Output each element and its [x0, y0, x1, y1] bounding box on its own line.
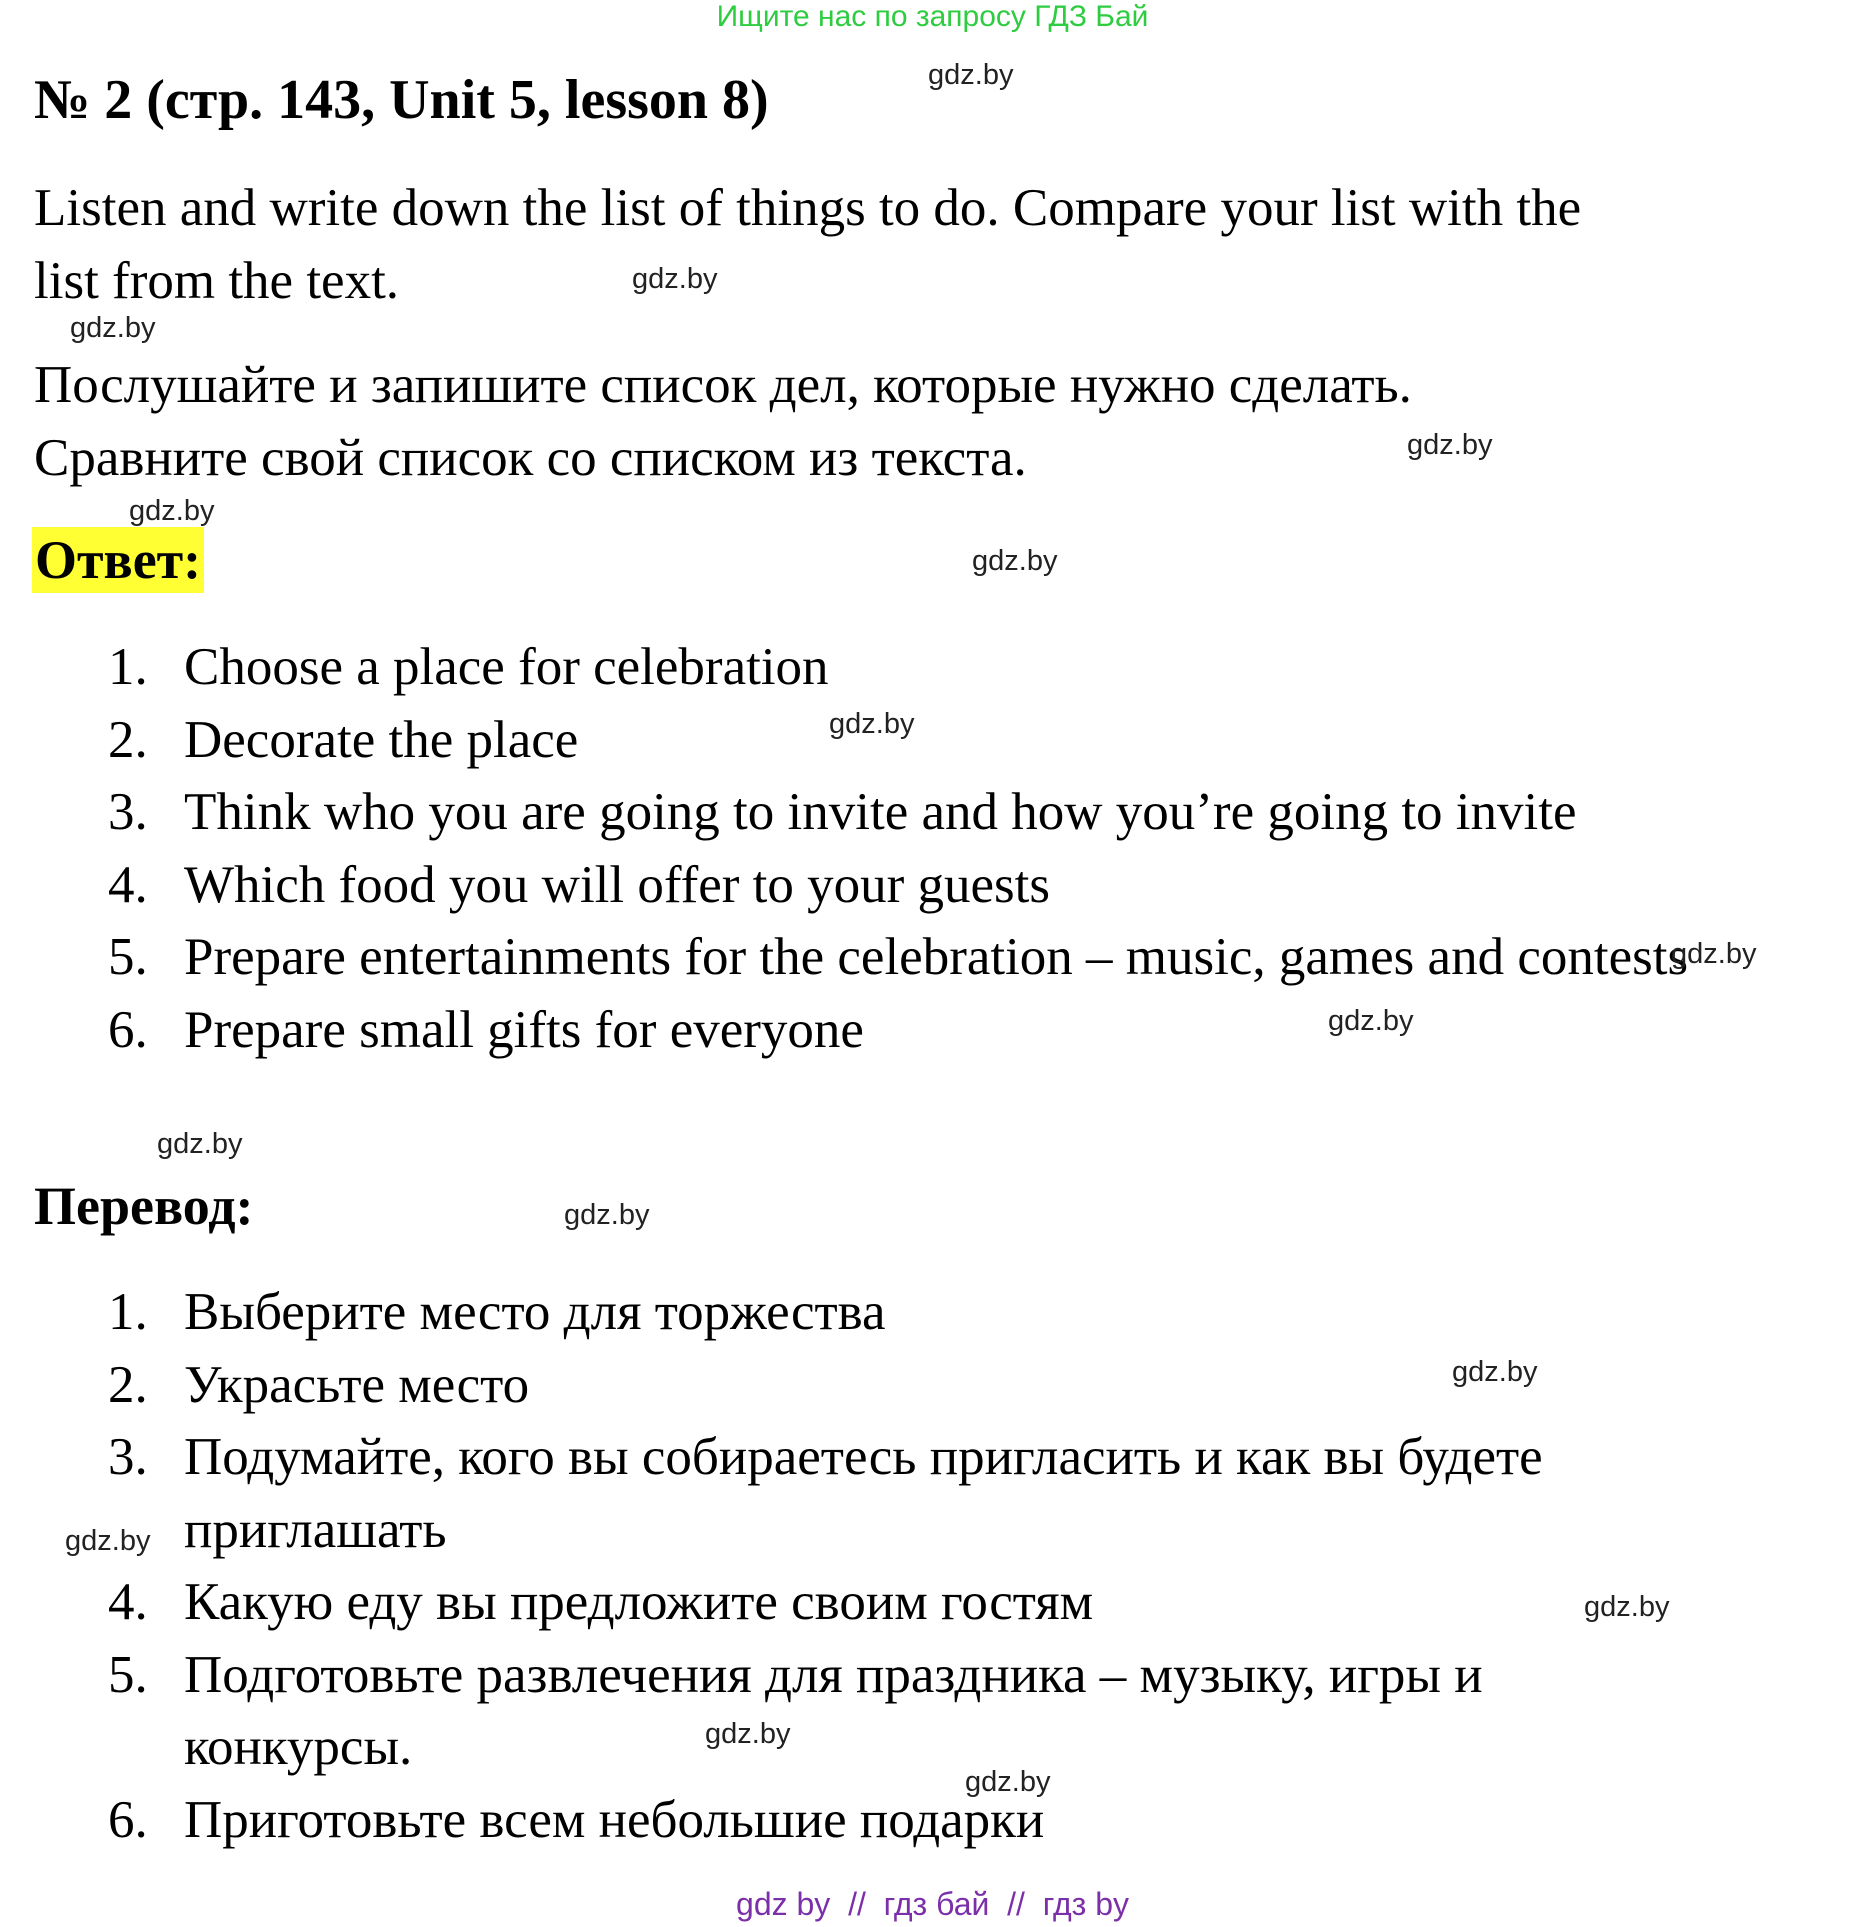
item-text: Choose a place for celebration — [184, 638, 829, 696]
list-item — [108, 1639, 1724, 1784]
list-item — [108, 994, 1724, 1067]
search-banner: Ищите нас по запросу ГДЗ Бай — [716, 0, 1149, 33]
item-text: Какую еду вы предложите своим гостям — [184, 1573, 1094, 1631]
item-text: Which food you will offer to your guests — [184, 855, 1051, 914]
task-russian-line-1: Послушайте и запишите список дел, которые нужно сделать. — [34, 356, 1412, 414]
list-item — [108, 776, 1724, 849]
watermark: gdz.by — [1671, 938, 1757, 970]
item-text: Подумайте, кого вы собираетесь пригласить и как вы будете приглашать — [184, 1428, 1543, 1559]
item-text: Think who you are going to invite and how you’re going to invite — [184, 783, 1577, 841]
watermark: gdz.by — [157, 1128, 243, 1160]
item-number: 5. — [108, 1645, 148, 1704]
task-english-line-2: list from the text. — [34, 252, 400, 310]
item-number: 6. — [108, 1000, 148, 1059]
watermark: gdz.by — [829, 708, 915, 740]
item-text: Подготовьте развлечения для праздника – музыку, игры и конкурсы. — [184, 1645, 1483, 1776]
item-number: 4. — [108, 855, 148, 914]
watermark: gdz.by — [129, 495, 215, 527]
watermark: gdz.by — [564, 1199, 650, 1231]
watermark: gdz.by — [928, 59, 1014, 91]
watermark: gdz.by — [1452, 1356, 1538, 1388]
item-text: Decorate the place — [184, 710, 579, 769]
exercise-title: № 2 (стр. 143, Unit 5, lesson 8) — [34, 69, 769, 131]
item-number: 5. — [108, 928, 148, 986]
watermark: gdz.by — [65, 1525, 151, 1557]
answer-list — [108, 631, 1724, 1066]
item-text: Украсьте место — [184, 1355, 530, 1414]
list-item — [108, 704, 1724, 777]
item-number: 3. — [108, 783, 148, 841]
item-number: 2. — [108, 710, 148, 769]
watermark: gdz.by — [1584, 1591, 1670, 1623]
watermark: gdz.by — [70, 312, 156, 344]
watermark: gdz.by — [705, 1718, 791, 1750]
watermark: gdz.by — [632, 263, 718, 295]
list-item — [108, 631, 1724, 704]
item-number: 4. — [108, 1573, 148, 1631]
task-english — [34, 172, 1581, 318]
item-number: 1. — [108, 638, 148, 696]
list-item — [108, 1421, 1724, 1566]
watermark: gdz.by — [965, 1766, 1051, 1798]
item-number: 1. — [108, 1283, 148, 1341]
list-item — [108, 849, 1724, 922]
item-number: 6. — [108, 1790, 148, 1849]
watermark: gdz.by — [972, 545, 1058, 577]
list-item — [108, 1276, 1724, 1349]
task-russian — [34, 349, 1412, 495]
translation-heading: Перевод: — [34, 1176, 254, 1236]
footer-links: gdz by // гдз бай // гдз by — [736, 1886, 1129, 1922]
item-number: 3. — [108, 1428, 148, 1486]
answer-heading: Ответ: — [32, 527, 204, 593]
item-text: Prepare entertainments for the celebration – music, games and contests — [184, 928, 1689, 986]
list-item — [108, 1784, 1724, 1857]
item-number: 2. — [108, 1355, 148, 1414]
task-english-line-1: Listen and write down the list of things to do. Compare your list with the — [34, 179, 1582, 237]
task-russian-line-2: Сравните свой список со списком из текста. — [34, 429, 1027, 487]
list-item — [108, 1566, 1724, 1639]
item-text: Prepare small gifts for everyone — [184, 1000, 864, 1059]
list-item — [108, 921, 1724, 994]
watermark: gdz.by — [1407, 429, 1493, 461]
item-text: Приготовьте всем небольшие подарки — [184, 1790, 1045, 1849]
item-text: Выберите место для торжества — [184, 1283, 886, 1341]
watermark: gdz.by — [1328, 1005, 1414, 1037]
